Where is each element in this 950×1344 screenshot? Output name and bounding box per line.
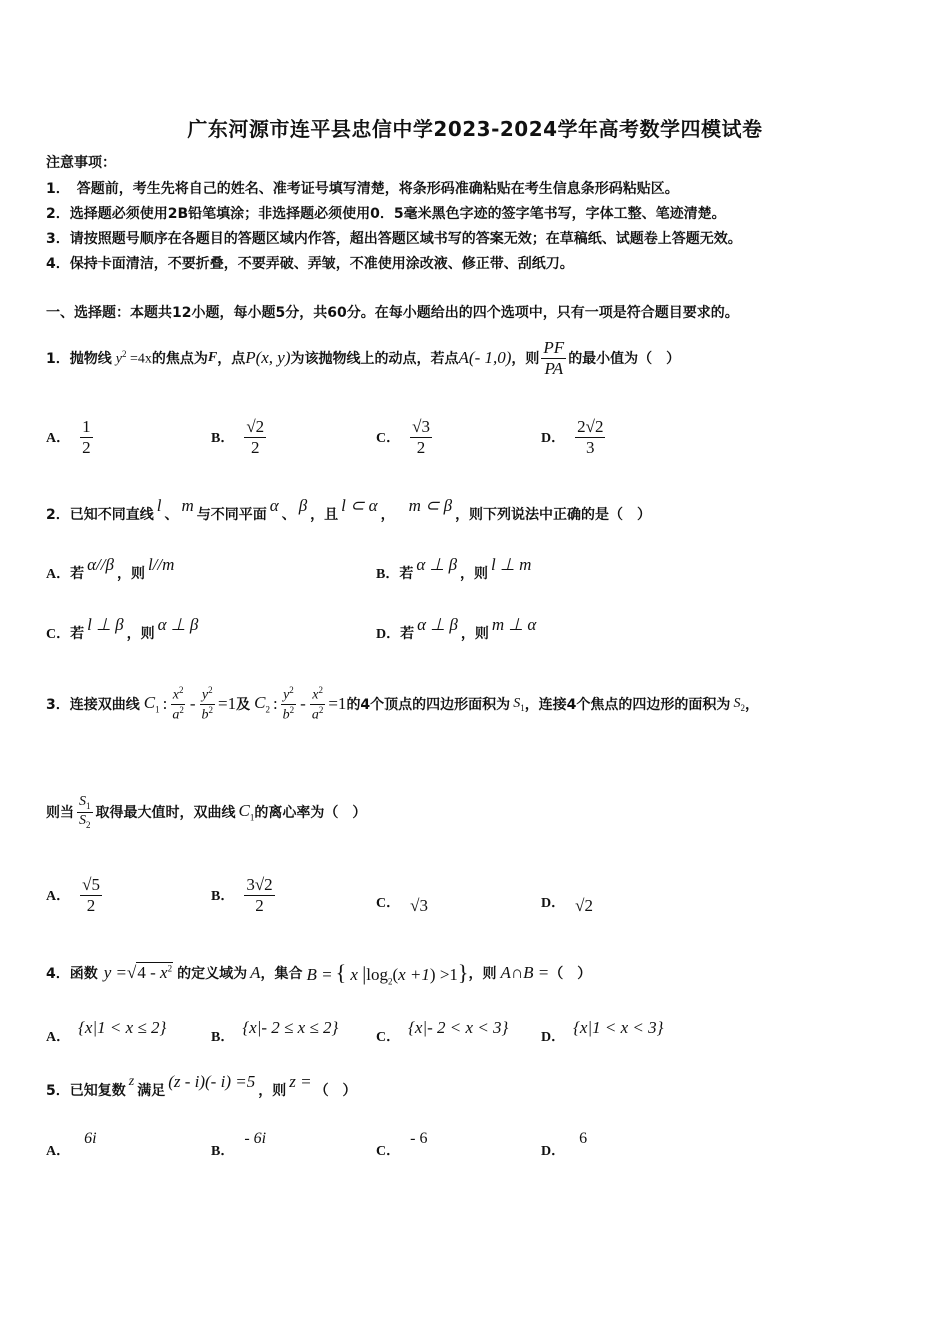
- q3-text-4: ，连接4个焦点的四边形的面积为: [524, 697, 731, 713]
- option-label: C．: [376, 1030, 401, 1045]
- q3-hyperbola-c1: $C_1$: [143, 693, 160, 715]
- option-label: B．: [211, 1030, 235, 1045]
- q1-text-1: 1．抛物线: [46, 351, 112, 367]
- option-label: A．: [46, 1030, 71, 1045]
- q2-line-l: l: [156, 496, 162, 515]
- q2-text-3: ，且: [310, 507, 339, 523]
- q5-option-d[interactable]: [541, 1128, 587, 1160]
- q5-option-a-value: 6i: [84, 1130, 97, 1147]
- q3-option-b[interactable]: [211, 870, 275, 920]
- q4-option-a-value: {x|1 < x ≤ 2}: [78, 1018, 167, 1037]
- q4-set-a: A: [250, 963, 261, 982]
- q4-option-b[interactable]: [211, 1010, 338, 1046]
- q4-option-b-value: {x|- 2 ≤ x ≤ 2}: [242, 1018, 339, 1037]
- option-label: C．: [376, 896, 401, 911]
- q3-option-c[interactable]: [376, 884, 428, 920]
- q3-text-1: 3．连接双曲线: [46, 697, 140, 713]
- q3-c1-frac-x: $\frac{x^2}{a^2}$: [172, 684, 184, 723]
- q2-sep-2: 、: [281, 507, 296, 523]
- option-result: l//m: [147, 555, 175, 574]
- option-result: l ⊥ m: [491, 555, 532, 574]
- option-if: 若: [400, 626, 415, 642]
- q2-option-b[interactable]: [376, 555, 534, 588]
- q1-option-c-value: $\frac{√3}{2}$: [412, 416, 430, 457]
- option-label: C．: [376, 1144, 401, 1159]
- q5-text-2: 满足: [137, 1083, 166, 1099]
- option-label: B．: [211, 889, 235, 904]
- q1-point-a: A(- 1,0): [458, 348, 512, 367]
- q4-set-b: B = { x $|\log_2(x +1) >1$}: [306, 959, 469, 987]
- option-label: D．: [376, 627, 401, 642]
- option-label: B．: [211, 1144, 235, 1159]
- q3-option-d[interactable]: [541, 884, 593, 920]
- option-label: D．: [541, 431, 566, 446]
- q5-answer-expr: z =: [289, 1072, 312, 1091]
- q1-text-3: ，点: [217, 351, 246, 367]
- q1-option-b-value: $\frac{√2}{2}$: [246, 416, 265, 457]
- q2-sep-3: ，: [380, 507, 395, 523]
- option-label: B．: [376, 567, 400, 582]
- option-then: ，则: [126, 626, 155, 642]
- q3-text-5: ，: [744, 697, 759, 713]
- q3-hyperbola-c1-ref: $C_1$: [238, 801, 255, 823]
- q1-option-d[interactable]: [541, 412, 605, 462]
- q3-option-d-value: √2: [575, 896, 593, 915]
- option-label: B．: [211, 431, 235, 446]
- q2-plane-alpha: α: [269, 496, 279, 515]
- option-label: D．: [541, 1144, 566, 1159]
- q1-option-c[interactable]: [376, 412, 432, 462]
- question-4: [46, 955, 591, 991]
- q2-text-2: 与不同平面: [196, 507, 267, 523]
- colon-symbol: :: [162, 694, 168, 713]
- q3-area-s1: $S_1$: [513, 695, 525, 713]
- q4-text-3: ，集合: [260, 966, 303, 982]
- q1-text-4: 为该抛物线上的动点，若点: [290, 351, 459, 367]
- option-label: A．: [46, 889, 71, 904]
- q1-text-6: 的最小值为（ ）: [568, 351, 681, 367]
- q2-option-d[interactable]: [376, 615, 539, 648]
- q2-cond-2: m ⊂ β: [408, 496, 453, 515]
- option-condition: α ⊥ β: [417, 615, 458, 634]
- question-3-line-2: [46, 784, 366, 840]
- option-if: 若: [70, 566, 85, 582]
- q1-option-a-value: $\frac{1}{2}$: [82, 416, 91, 457]
- question-5: [46, 1072, 357, 1108]
- q5-option-c-value: - 6: [410, 1130, 428, 1147]
- q2-text-4: ，则下列说法中正确的是（ ）: [455, 507, 652, 523]
- q4-text-4: ，则: [468, 966, 497, 982]
- q3-text-6: 则当: [46, 805, 74, 821]
- note-item-3: 3．请按照题号顺序在各题目的答题区域内作答，超出答题区域书写的答案无效；在草稿纸、试题卷上答题无效。: [46, 231, 742, 247]
- section-heading: 一、选择题：本题共12小题，每小题5分，共60分。在每小题给出的四个选项中，只有一项是符合题目要求的。: [46, 305, 739, 321]
- q5-text-3: ，则: [258, 1083, 287, 1099]
- q4-text-1: 4．函数: [46, 966, 98, 982]
- q4-option-d-value: {x|1 < x < 3}: [573, 1018, 664, 1037]
- q4-option-c-value: {x|- 2 < x < 3}: [408, 1018, 509, 1037]
- option-then: ，则: [460, 626, 489, 642]
- option-label: D．: [541, 896, 566, 911]
- q1-option-a[interactable]: [46, 412, 93, 462]
- option-if: 若: [70, 626, 85, 642]
- q4-option-d[interactable]: [541, 1010, 663, 1046]
- minus-symbol: -: [300, 694, 306, 713]
- q1-text-5: ，则: [511, 351, 540, 367]
- q3-option-a[interactable]: [46, 870, 102, 920]
- note-item-4: 4．保持卡面清洁，不要折叠，不要弄破、弄皱，不准使用涂改液、修正带、刮纸刀。: [46, 256, 574, 272]
- q3-hyperbola-c2: $C_2$: [254, 693, 270, 715]
- q3-text-7: 取得最大值时，双曲线: [95, 805, 236, 821]
- q2-plane-beta: β: [298, 496, 308, 515]
- q5-option-c[interactable]: [376, 1128, 427, 1160]
- option-label: C．: [46, 627, 71, 642]
- option-label: A．: [46, 431, 71, 446]
- q1-point-p: P(x, y): [245, 348, 291, 367]
- q4-function-root: $√4 - x^2$: [127, 963, 173, 982]
- q5-text-4: （ ）: [314, 1083, 357, 1099]
- equals-one: =1: [328, 694, 347, 713]
- q1-option-d-value: $\frac{2√2}{3}$: [577, 416, 604, 457]
- option-result: α ⊥ β: [157, 615, 199, 634]
- question-2: [46, 496, 651, 532]
- option-then: ，则: [116, 566, 145, 582]
- q5-option-d-value: 6: [579, 1130, 588, 1147]
- option-condition: α//β: [87, 555, 114, 574]
- q2-line-m: m: [181, 496, 194, 515]
- q5-option-b-value: - 6i: [244, 1130, 267, 1147]
- q1-option-b[interactable]: [211, 412, 266, 462]
- q1-focus-f: F: [207, 350, 218, 365]
- q1-ratio-fraction: $\frac{PF}{PA}$: [543, 337, 565, 378]
- note-item-2: 2．选择题必须使用2B铅笔填涂；非选择题必须使用0．5毫米黑色字迹的签字笔书写，字体工整、笔迹清楚。: [46, 206, 726, 222]
- option-result: m ⊥ α: [491, 615, 537, 634]
- q2-text-1: 2．已知不同直线: [46, 507, 154, 523]
- q3-c2-frac-x: $\frac{x^2}{a^2}$: [311, 684, 324, 723]
- page-title: 广东河源市连平县忠信中学2023-2024学年高考数学四模试卷: [187, 117, 763, 141]
- q3-option-c-value: √3: [410, 896, 428, 915]
- option-label: D．: [541, 1030, 566, 1045]
- q5-variable-z: z: [128, 1074, 135, 1089]
- q5-option-a[interactable]: [46, 1128, 97, 1160]
- minus-symbol: -: [189, 694, 196, 713]
- note-item-1: 1． 答题前，考生先将自己的姓名、准考证号填写清楚，将条形码准确粘贴在考生信息条形码粘贴区。: [46, 181, 679, 197]
- equals-one: =1: [218, 694, 237, 713]
- q4-text-5: （ ）: [549, 966, 592, 982]
- question-3: [46, 676, 759, 732]
- q4-intersection: A∩B =: [500, 963, 550, 982]
- q5-equation: (z - i)(- i) =5: [168, 1072, 256, 1091]
- q3-ratio-fraction: $\frac{S_1}{S_2}$: [79, 794, 91, 830]
- option-condition: α ⊥ β: [416, 555, 458, 574]
- option-label: A．: [46, 567, 71, 582]
- q2-cond-1: l ⊂ α: [341, 496, 378, 515]
- q2-option-c[interactable]: [46, 615, 201, 648]
- option-if: 若: [399, 566, 414, 582]
- q3-text-8: 的离心率为（ ）: [254, 805, 367, 821]
- q5-option-b[interactable]: [211, 1128, 266, 1160]
- q2-sep: 、: [164, 507, 179, 523]
- q2-option-a[interactable]: [46, 555, 177, 588]
- q5-text-1: 5．已知复数: [46, 1083, 126, 1099]
- q1-text-2: 的焦点为: [151, 351, 208, 367]
- notes-heading: 注意事项：: [46, 155, 116, 171]
- q3-text-2: 及: [236, 697, 251, 713]
- q4-text-2: 的定义域为: [177, 966, 248, 982]
- q1-parabola-eq: $y^2 =4x$: [115, 348, 152, 367]
- q4-option-c[interactable]: [376, 1010, 508, 1046]
- q4-function-eq: y =: [103, 963, 128, 982]
- q3-c1-frac-y: $\frac{y^2}{b^2}$: [201, 684, 213, 723]
- q3-text-3: 的4个顶点的四边形面积为: [346, 697, 511, 713]
- q4-option-a[interactable]: [46, 1010, 166, 1046]
- q3-c2-frac-y: $\frac{y^2}{b^2}$: [282, 684, 295, 723]
- question-1: [46, 328, 680, 388]
- colon-symbol: :: [272, 694, 278, 713]
- q3-option-a-value: $\frac{√5}{2}$: [82, 874, 100, 915]
- option-label: C．: [376, 431, 401, 446]
- option-then: ，则: [460, 566, 489, 582]
- option-label: A．: [46, 1144, 71, 1159]
- q3-option-b-value: $\frac{3√2}{2}$: [246, 874, 273, 915]
- option-condition: l ⊥ β: [87, 615, 124, 634]
- q3-area-s2: $S_2$: [733, 695, 745, 713]
